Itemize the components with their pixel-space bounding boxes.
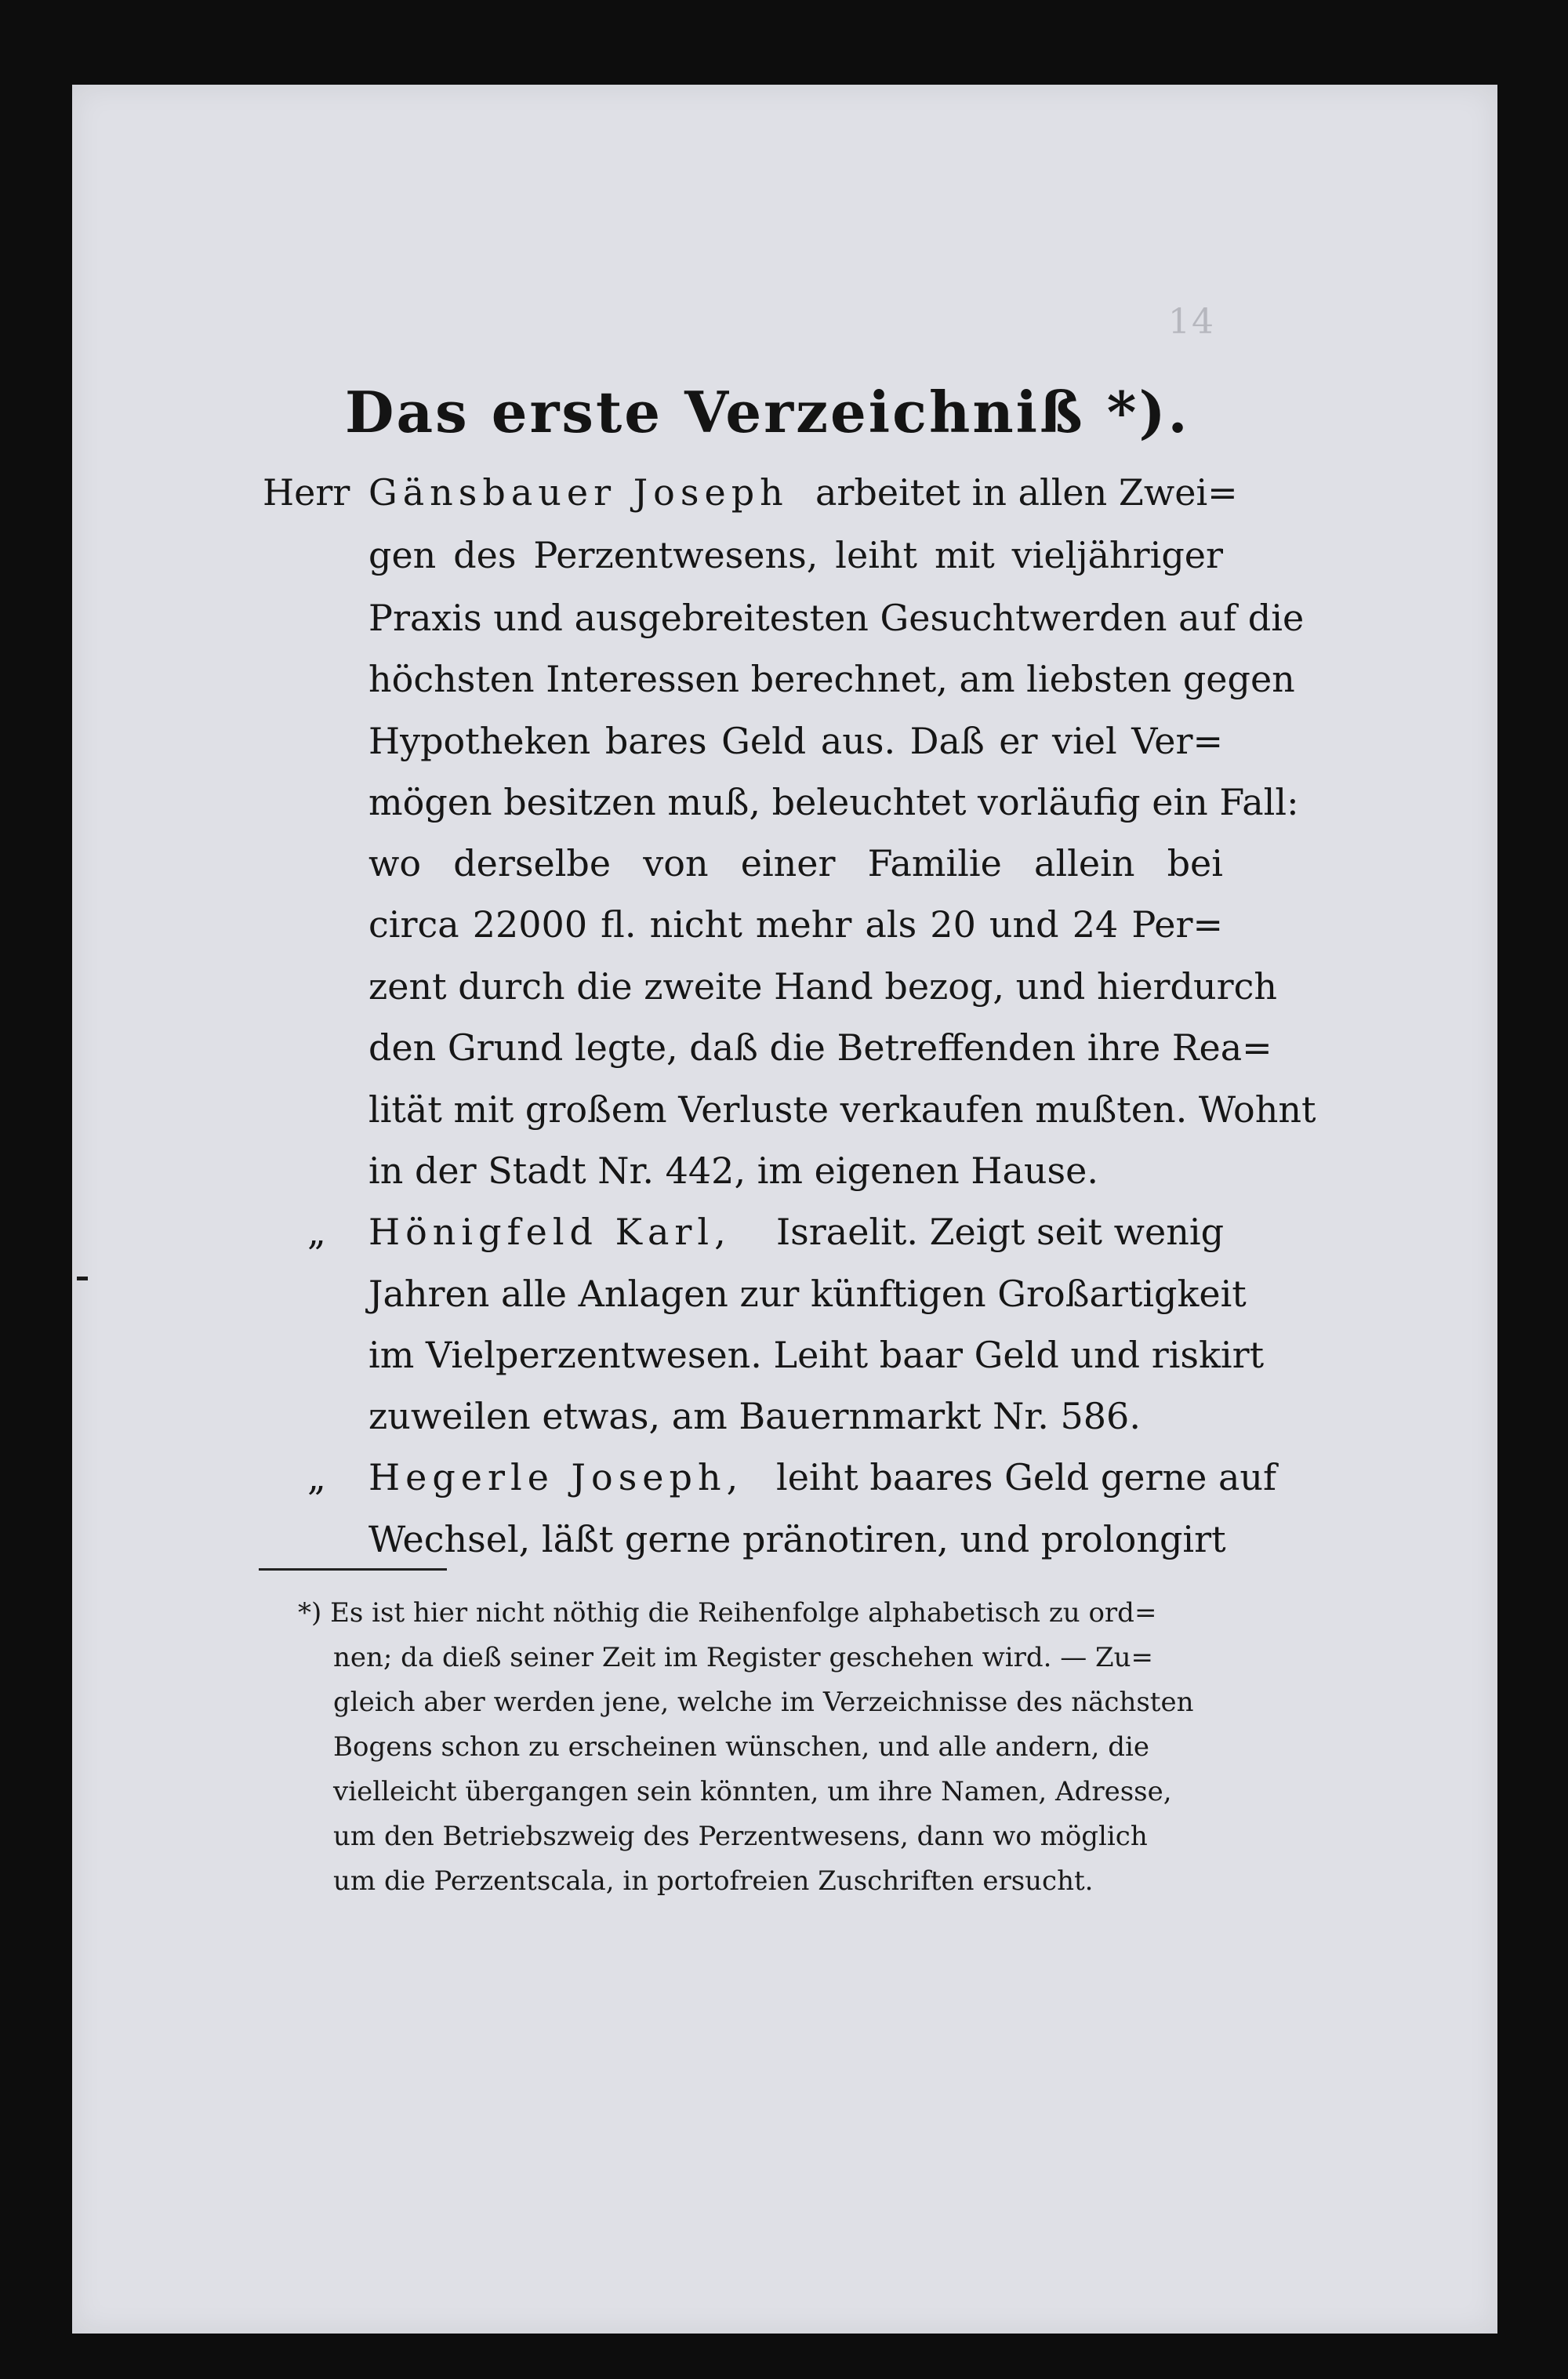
entry-text-line: Wechsel, läßt gerne pränotiren, und prolongirt — [368, 1518, 1226, 1560]
entry-text-line: den Grund legte, daß die Betreffenden ihre Rea= — [368, 1026, 1272, 1069]
page-title: Das erste Verzeichniß *). — [345, 379, 1190, 445]
footnote-line: vielleicht übergangen sein könnten, um ihre Namen, Adresse, — [333, 1776, 1172, 1807]
footnote-line: gleich aber werden jene, welche im Verzeichnisse des nächsten — [333, 1687, 1194, 1718]
page-number: 14 — [1168, 302, 1215, 342]
footnote-line: *) Es ist hier nicht nöthig die Reihenfolge alphabetisch zu ord= — [298, 1597, 1157, 1629]
entry-text-line: Praxis und ausgebreitesten Gesuchtwerden auf die — [368, 597, 1305, 639]
entry-text-line: wo derselbe von einer Familie allein bei — [368, 842, 1223, 884]
entry-text-line: in der Stadt Nr. 442, im eigenen Hause. — [368, 1150, 1098, 1192]
entry-marker-herr: Herr — [263, 471, 350, 514]
entry-marker-ditto: „ — [307, 1456, 326, 1498]
entry-text-line: höchsten Interessen berechnet, am liebsten gegen — [368, 658, 1295, 700]
entry-text-line: zuweilen etwas, am Bauernmarkt Nr. 586. — [368, 1395, 1141, 1437]
entry-text-line: im Vielperzentwesen. Leiht baar Geld und riskirt — [368, 1334, 1265, 1376]
footnote-line: um den Betriebszweig des Perzentwesens, dann wo möglich — [333, 1821, 1148, 1852]
footnote-line: um die Perzentscala, in portofreien Zuschriften ersucht. — [333, 1865, 1094, 1897]
entry-text-line: gen des Perzentwesens, leiht mit vieljähriger — [368, 534, 1223, 576]
entry-marker-ditto: „ — [307, 1211, 326, 1253]
entry-text-line: mögen besitzen muß, beleuchtet vorläufig ein Fall: — [368, 781, 1299, 823]
footnote-line: Bogens schon zu erscheinen wünschen, und alle andern, die — [333, 1731, 1149, 1763]
entry-text-line: arbeitet in allen Zwei= — [815, 471, 1238, 514]
entry-text-line: Jahren alle Anlagen zur künftigen Großartigkeit — [368, 1273, 1247, 1315]
entry-name-hoenigfeld: Hönigfeld Karl, — [368, 1211, 731, 1253]
entry-name-hegerle: Hegerle Joseph, — [368, 1456, 744, 1498]
entry-name-gaensbauer: Gänsbauer Joseph — [368, 471, 789, 514]
entry-text-line: lität mit großem Verluste verkaufen mußten. Wohnt — [368, 1088, 1316, 1131]
footnote-divider — [259, 1568, 447, 1571]
margin-mark — [77, 1277, 88, 1280]
entry-text-line: zent durch die zweite Hand bezog, und hierdurch — [368, 965, 1277, 1008]
entry-text-line: Hypotheken bares Geld aus. Daß er viel Ver= — [368, 720, 1223, 762]
entry-text-line: circa 22000 fl. nicht mehr als 20 und 24 Per= — [368, 903, 1223, 946]
footnote-line: nen; da dieß seiner Zeit im Register geschehen wird. — Zu= — [333, 1642, 1154, 1673]
entry-text-line: leiht baares Geld gerne auf — [776, 1456, 1277, 1498]
entry-text-line: Israelit. Zeigt seit wenig — [776, 1211, 1225, 1253]
